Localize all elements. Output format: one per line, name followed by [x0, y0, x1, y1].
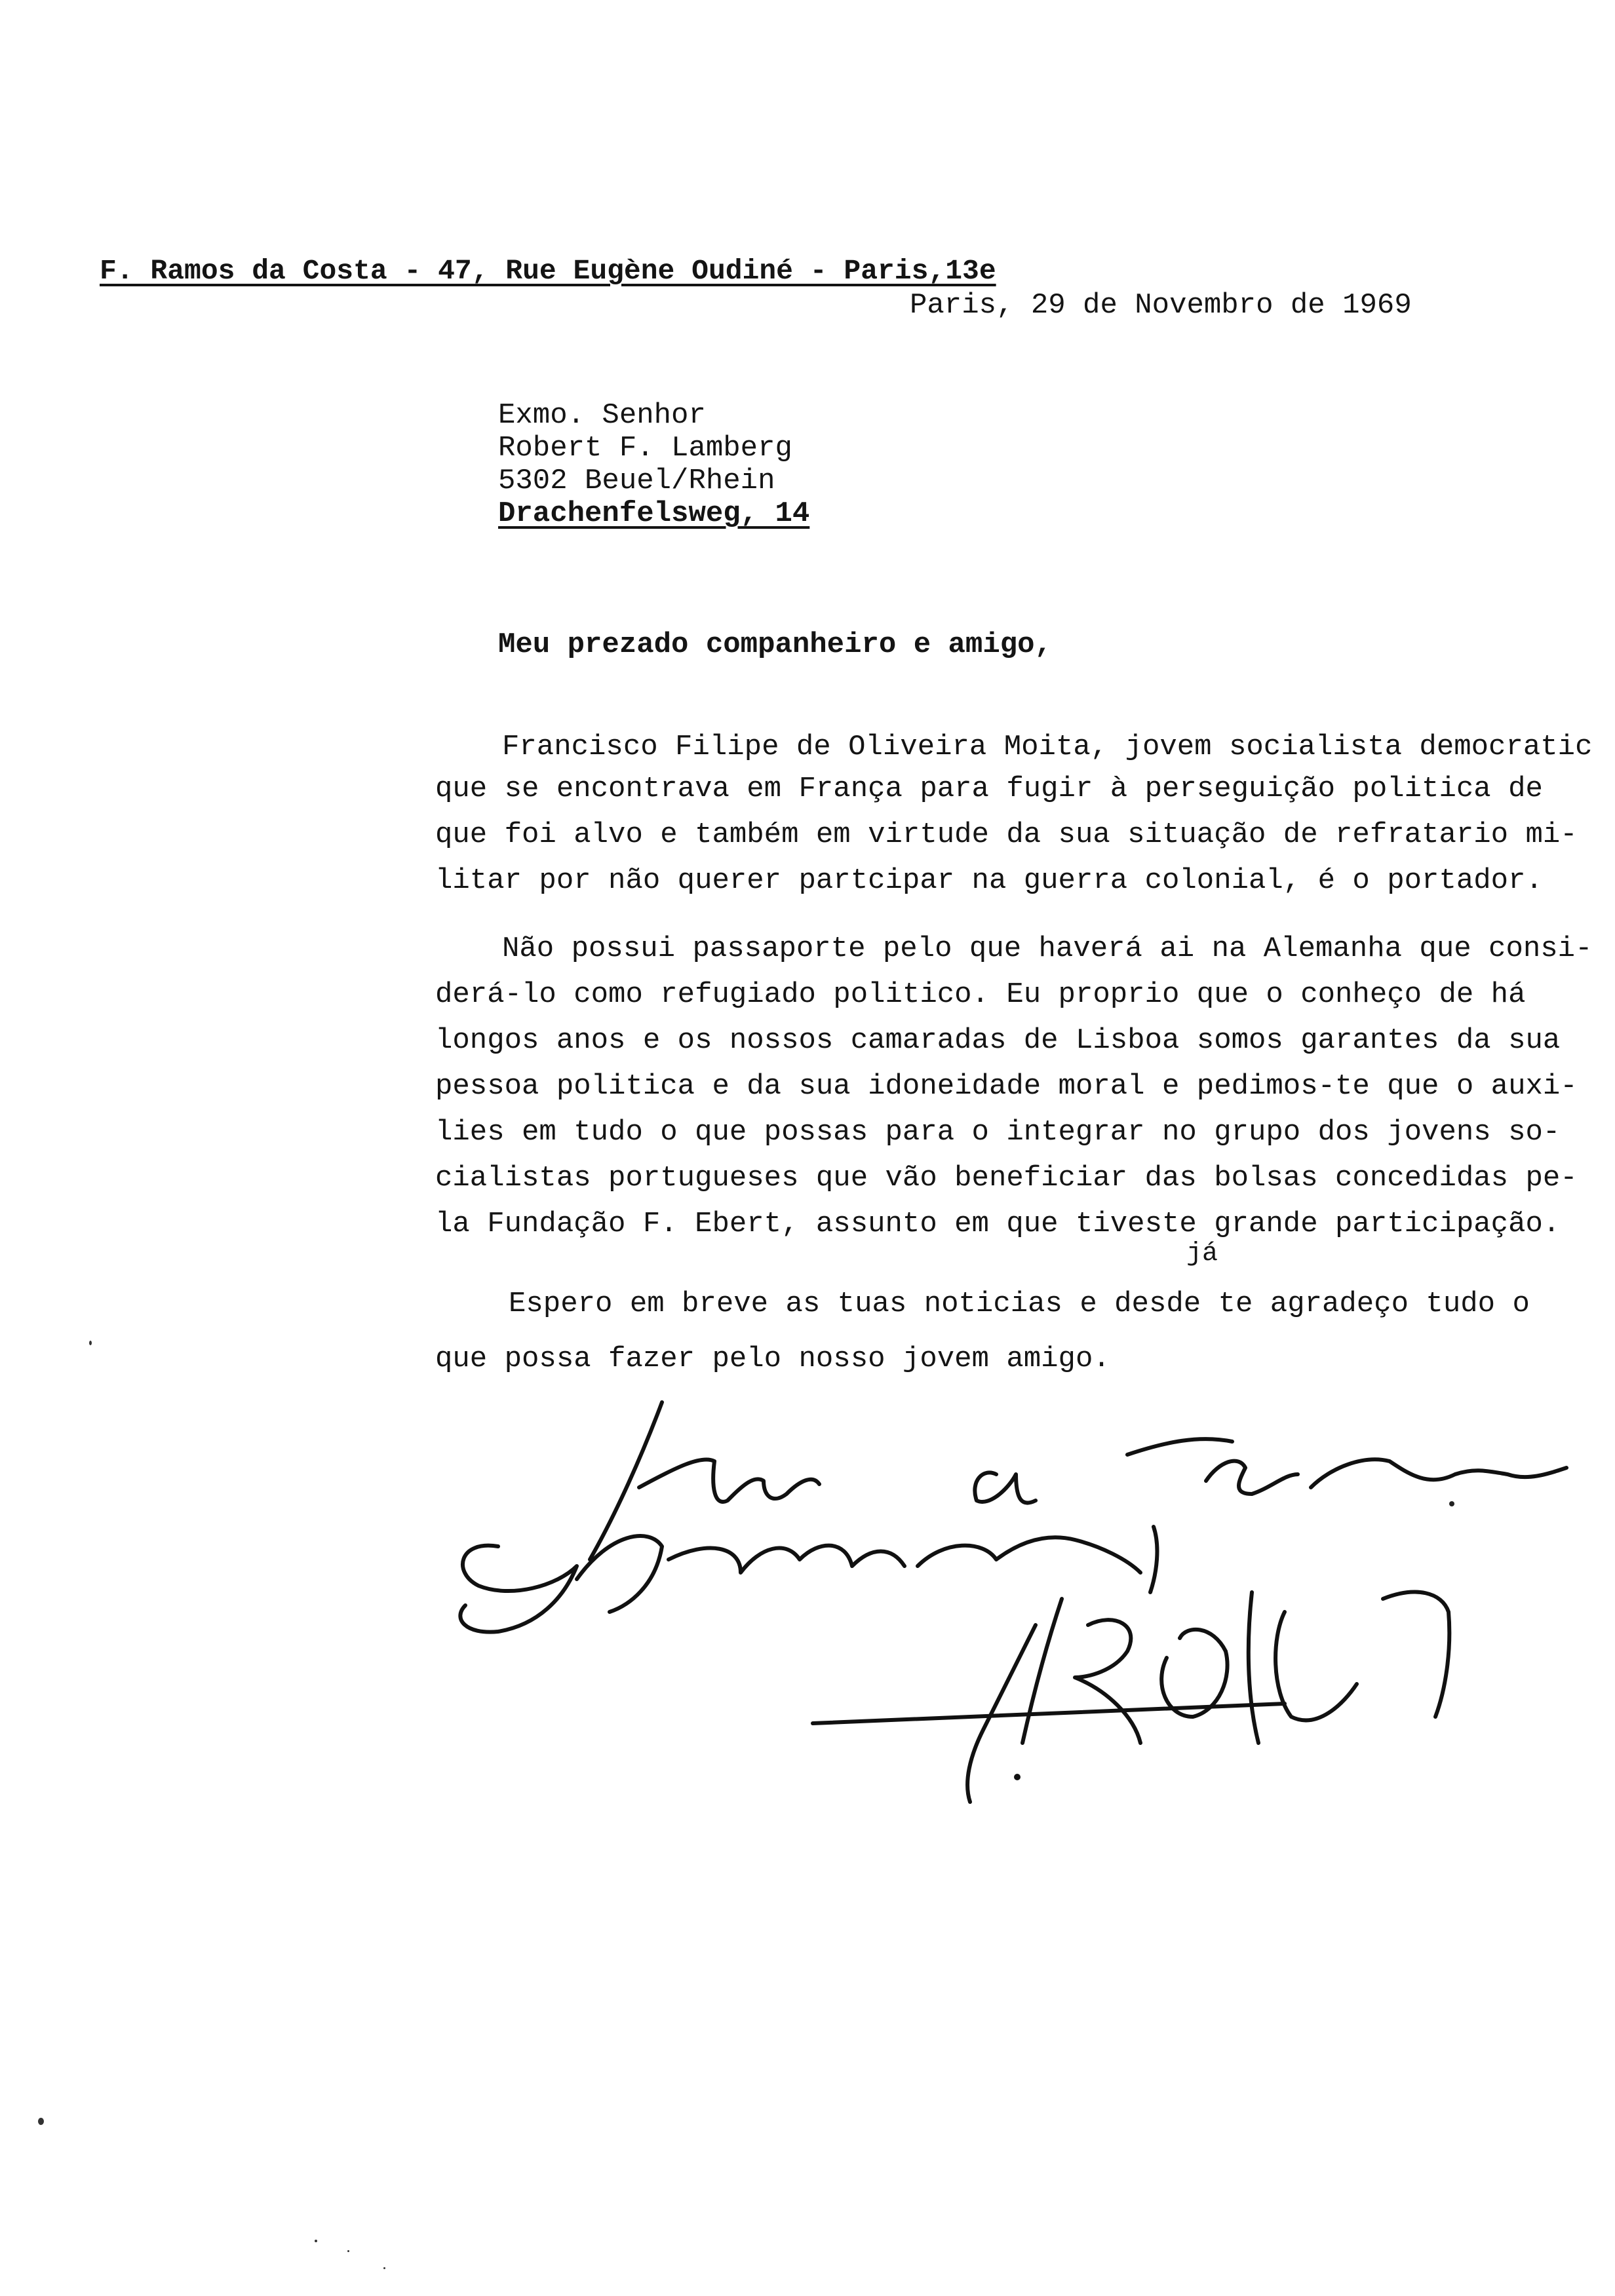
body-line: Francisco Filipe de Oliveira Moita, jovem socialista democratic	[502, 731, 1593, 763]
scan-speck	[383, 2267, 385, 2269]
recipient-line: 5302 Beuel/Rhein	[498, 465, 775, 497]
body-line: cialistas portugueses que vão beneficiar das bolsas concedidas pe-	[435, 1162, 1578, 1195]
inserted-word: já	[1186, 1239, 1218, 1269]
recipient-line: Robert F. Lamberg	[498, 432, 792, 465]
body-line: litar por não querer partcipar na guerra colonial, é o portador.	[435, 864, 1543, 897]
scan-speck	[89, 1341, 92, 1345]
body-line: longos anos e os nossos camaradas de Lisboa somos garantes da sua	[435, 1024, 1561, 1057]
body-line: derá-lo como refugiado politico. Eu proprio que o conheço de há	[435, 978, 1526, 1011]
body-line: lies em tudo o que possas para o integrar no grupo dos jovens so-	[435, 1116, 1561, 1149]
body-line: la Fundação F. Ebert, assunto em que tiveste grande participação.	[435, 1208, 1561, 1240]
handwritten-signature	[0, 1376, 1615, 1835]
body-line: Espero em breve as tuas noticias e desde te agradeço tudo o	[509, 1288, 1530, 1320]
recipient-line: Exmo. Senhor	[498, 399, 706, 432]
dateline: Paris, 29 de Novembro de 1969	[910, 289, 1412, 322]
body-line: que se encontrava em França para fugir à perseguição politica de	[435, 773, 1543, 805]
scan-speck	[315, 2240, 317, 2242]
body-line: que possa fazer pelo nosso jovem amigo.	[435, 1343, 1110, 1375]
body-line: pessoa politica e da sua idoneidade moral e pedimos-te que o auxi-	[435, 1070, 1578, 1103]
body-line: que foi alvo e também em virtude da sua situação de refratario mi-	[435, 818, 1578, 851]
scan-speck	[347, 2250, 349, 2252]
scan-speck	[38, 2118, 44, 2125]
salutation: Meu prezado companheiro e amigo,	[498, 628, 1052, 661]
recipient-line: Drachenfelsweg, 14	[498, 497, 810, 530]
letterhead: F. Ramos da Costa - 47, Rue Eugène Oudiné - Paris,13e	[100, 255, 996, 287]
body-line: Não possui passaporte pelo que haverá ai na Alemanha que consi-	[502, 932, 1593, 965]
